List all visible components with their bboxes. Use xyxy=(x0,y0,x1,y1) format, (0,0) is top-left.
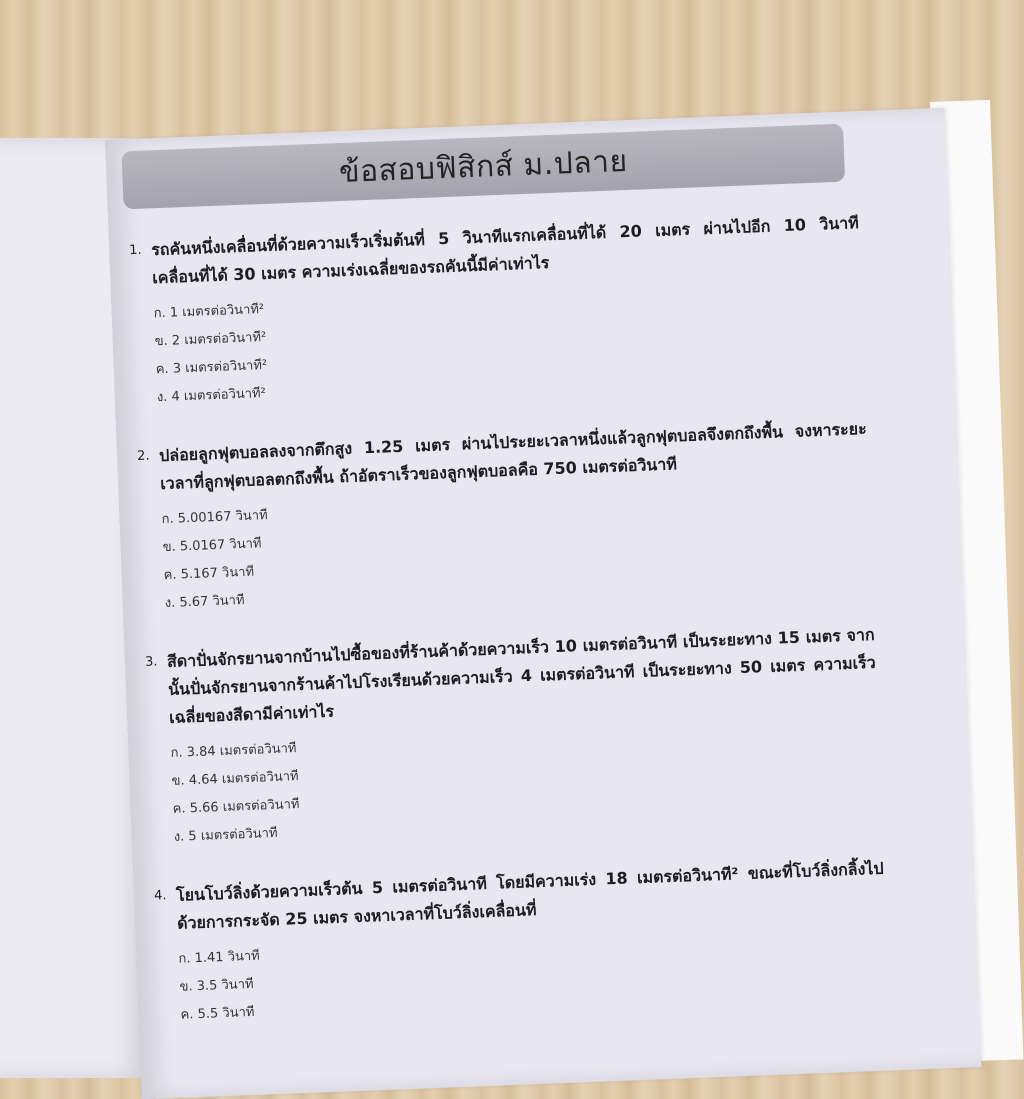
choice-item: ข. 4.64 เมตรต่อวินาที xyxy=(171,769,299,789)
choice-item: ก. 3.84 เมตรต่อวินาที xyxy=(170,741,297,761)
choice-list xyxy=(153,273,865,412)
question-text: สีดาปั่นจักรยานจากบ้านไปซื้อของที่ร้านค้าด้วยความเร็ว 10 เมตรต่อวินาที เป็นระยะทาง 15 เมตร จากนั้นปั่นจักรยานจากร้านค้าไปโรงเรียนด้วยความเร็ว 4 เมตรต่อวินาที เป็นระยะทาง 50 เมตร ความเร็วเฉลี่ยของสีดามีค่าเท่าไร xyxy=(166,624,876,727)
choice-item: ค. 5.167 วินาที xyxy=(163,564,255,584)
choice-item: ง. 5 เมตรต่อวินาที xyxy=(173,825,278,845)
question-number: 4. xyxy=(153,888,167,904)
page-title: ข้อสอบฟิสิกส์ ม.ปลาย xyxy=(338,143,629,190)
question-text: รถคันหนึ่งเคลื่อนที่ด้วยความเร็วเริ่มต้นที่ 5 วินาทีแรกเคลื่อนที่ได้ 20 เมตร ผ่านไปอีก 10 วินาทีเคลื่อนที่ได้ 30 เมตร ความเร่งเฉลี่ยของรถคันนี้มีค่าเท่าไร xyxy=(150,213,860,288)
question-3 xyxy=(145,621,882,853)
question-2 xyxy=(137,415,873,619)
choice-item: ก. 5.00167 วินาที xyxy=(161,508,268,528)
choice-item: ค. 3 เมตรต่อวินาที² xyxy=(155,357,268,378)
question-text: ปล่อยลูกฟุตบอลลงจากตึกสูง 1.25 เมตร ผ่านไประยะเวลาหนึ่งแล้วลูกฟุตบอลจึงตกถึงพื้น จงหาระยะเวลาที่ลูกฟุตบอลตกถึงพื้น ถ้าอัตราเร็วของลูกฟุตบอลคือ 750 เมตรต่อวินาที xyxy=(158,418,867,494)
question-text: โยนโบว์ลิ่งด้วยความเร็วต้น 5 เมตรต่อวินาที โดยมีความเร่ง 18 เมตรต่อวินาที² ขณะที่โบว์ลิ่งกลิ้งไปด้วยการกระจัด 25 เมตร จงหาเวลาที่โบว์ลิ่งเคลื่อนที่ xyxy=(175,858,884,933)
question-list xyxy=(129,209,890,1060)
choice-item: ง. 5.67 วินาที xyxy=(164,592,245,612)
choice-list xyxy=(170,713,882,852)
choice-item: ง. 4 เมตรต่อวินาที² xyxy=(156,386,267,406)
choice-list xyxy=(178,919,889,1030)
question-number: 3. xyxy=(144,654,158,670)
choice-item: ก. 1.41 วินาที xyxy=(178,948,261,967)
book-page xyxy=(105,108,981,1099)
choice-list xyxy=(161,479,873,618)
choice-item: ข. 3.5 วินาที xyxy=(179,976,254,995)
question-4 xyxy=(154,855,889,1031)
choice-item: ค. 5.66 เมตรต่อวินาที xyxy=(172,797,300,817)
title-bar xyxy=(121,124,845,210)
choice-item: ข. 5.0167 วินาที xyxy=(162,536,262,556)
question-number: 1. xyxy=(128,242,142,259)
question-1 xyxy=(129,209,865,413)
choice-item: ก. 1 เมตรต่อวินาที² xyxy=(153,302,265,322)
question-number: 2. xyxy=(136,448,150,464)
choice-item: ข. 2 เมตรต่อวินาที² xyxy=(154,329,267,350)
choice-item: ค. 5.5 วินาที xyxy=(180,1004,255,1023)
